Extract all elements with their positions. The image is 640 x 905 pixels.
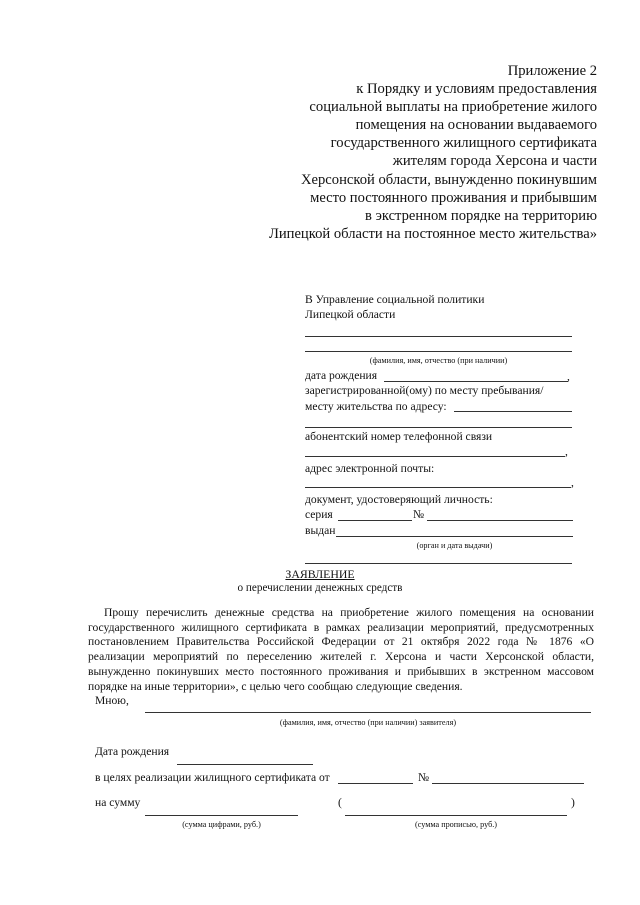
birth-date-input-line[interactable] (384, 381, 568, 382)
comma: , (571, 476, 574, 489)
birth-date-label: дата рождения (305, 369, 378, 382)
residence-label: месту жительства по адресу: (305, 400, 447, 413)
paren-open: ( (338, 796, 342, 809)
statement-title: ЗАЯВЛЕНИЕ (285, 567, 355, 581)
appendix-line: государственного жилищного сертификата (330, 135, 597, 152)
appendix-line: место постоянного проживания и прибывшим (310, 189, 597, 206)
email-label: адрес электронной почты: (305, 462, 435, 475)
appendix-header (217, 62, 597, 243)
sum-words-input-line[interactable] (345, 815, 567, 816)
appendix-line: Приложение 2 (507, 63, 597, 79)
appendix-line: Херсонской области, вынужденно покинувшим (300, 171, 597, 188)
fio-input-line[interactable] (305, 351, 572, 352)
fio-caption: (фамилия, имя, отчество (при наличии) (369, 356, 508, 365)
number-label: № (413, 508, 425, 521)
applicant-caption: (фамилия, имя, отчество (при наличии) заявителя) (279, 718, 457, 727)
appendix-line: жителям города Херсона и части (392, 153, 597, 170)
issued-caption: (орган и дата выдачи) (416, 541, 493, 550)
applicant-fio-input-line[interactable] (145, 712, 591, 713)
addressee-line-1: В Управление социальной политики (305, 293, 485, 306)
statement-body: Прошу перечислить денежные средства на приобретение жилого помещения на основании государственного жилищного сертификата в рамках реализации мероприятий, предусмотренных постановлением Правительства Российской Федерации от 21 октября 2022 года № 1876 «О реализации мероприятий по переселению жителей г. Херсона и части Херсонской области, вынужденно покинувших место постоянного проживания и прибывших в экстренном массовом порядке на иные территории», с целью чего сообщаю следующие сведения. (88, 606, 594, 693)
certificate-number-input-line[interactable] (432, 783, 584, 784)
appendix-line: социальной выплаты на приобретение жилого (309, 99, 597, 116)
comma: , (565, 445, 568, 458)
phone-label: абонентский номер телефонной связи (305, 430, 493, 443)
phone-input-line[interactable] (305, 456, 565, 457)
certificate-date-input-line[interactable] (338, 783, 413, 784)
appendix-line: помещения на основании выдаваемого (355, 117, 597, 134)
applicant-birth-input-line[interactable] (177, 764, 313, 765)
paren-close: ) (571, 796, 575, 809)
sum-words-caption: (сумма прописью, руб.) (414, 820, 498, 829)
series-input-line[interactable] (338, 520, 412, 521)
address-input-line[interactable] (454, 411, 572, 412)
appendix-line: Липецкой области на постоянное место жительства» (268, 225, 597, 242)
addressee-blank-line[interactable] (305, 336, 572, 337)
email-input-line[interactable] (305, 487, 571, 488)
addressee-line-2: Липецкой области (305, 308, 396, 321)
sum-digits-caption: (сумма цифрами, руб.) (182, 820, 261, 829)
document-number-input-line[interactable] (427, 520, 573, 521)
applicant-birth-label: Дата рождения (95, 745, 170, 758)
certificate-label: в целях реализации жилищного сертификата от (95, 771, 330, 784)
issued-input-line[interactable] (336, 536, 573, 537)
series-label: серия (305, 508, 333, 521)
issued-label: выдан (305, 524, 336, 537)
sum-label: на сумму (95, 796, 141, 809)
appendix-line: к Порядку и условиям предоставления (356, 81, 597, 98)
appendix-line: в экстренном порядке на территорию (365, 207, 597, 224)
me-label: Мною, (95, 694, 129, 707)
comma: , (567, 370, 570, 383)
address-input-line-2[interactable] (305, 427, 572, 428)
registered-label: зарегистрированной(ому) по месту пребывания/ (305, 384, 544, 397)
certificate-number-label: № (418, 771, 430, 784)
issued-input-line-2[interactable] (305, 563, 572, 564)
document-label: документ, удостоверяющий личность: (305, 493, 493, 506)
statement-subtitle: о перечислении денежных средств (237, 582, 403, 594)
sum-digits-input-line[interactable] (145, 815, 298, 816)
